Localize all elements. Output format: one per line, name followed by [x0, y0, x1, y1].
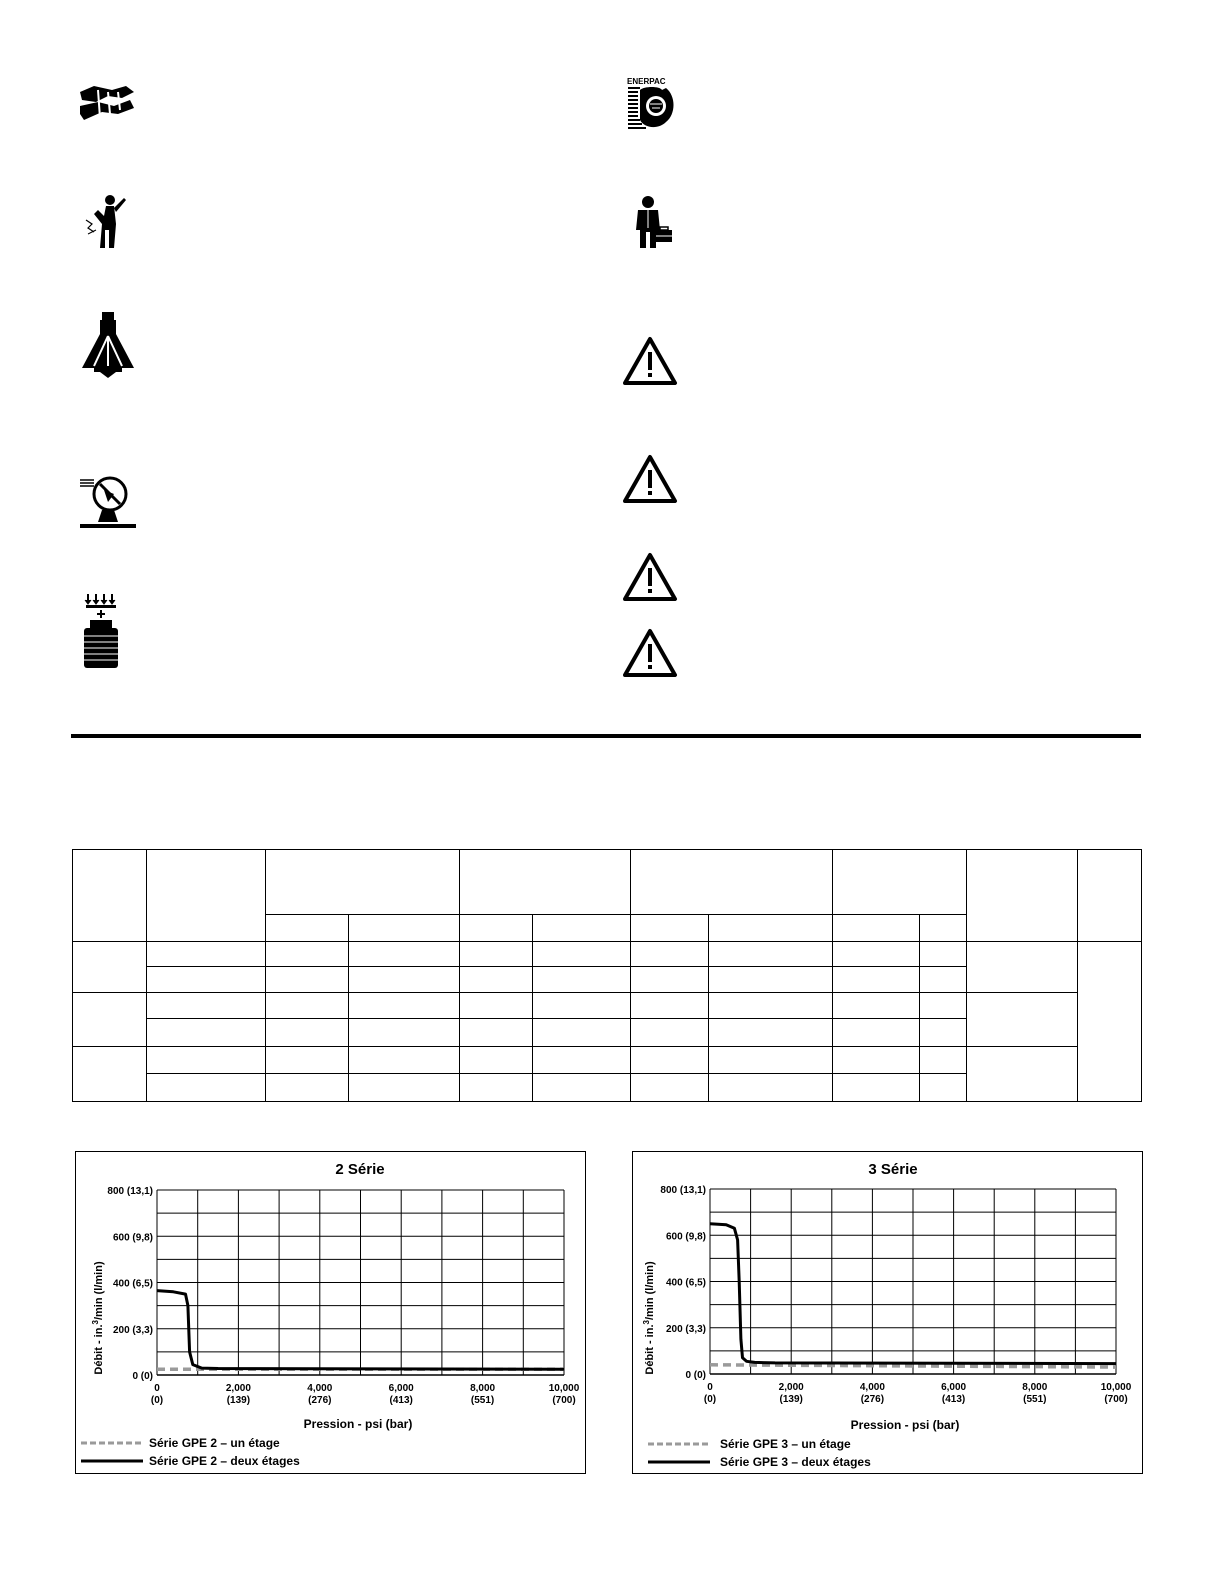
x-tick-label-bar: (413) [389, 1395, 413, 1406]
table-row [73, 942, 1142, 967]
y-tick-label: 600 (9,8) [112, 1232, 153, 1244]
table-header-cell [147, 850, 266, 942]
y-tick-label: 200 (3,3) [112, 1324, 153, 1336]
table-subheader-cell [920, 915, 967, 942]
table-header-cell [833, 850, 967, 915]
x-tick-label-bar: (413) [941, 1394, 966, 1405]
chart-grid [710, 1189, 1116, 1374]
x-axis-label: Pression - psi (bar) [850, 1418, 960, 1432]
x-tick-label: 2,000 [778, 1382, 804, 1393]
table-header-cell [460, 850, 631, 915]
table-subheader-cell [709, 915, 833, 942]
technician-icon [632, 194, 674, 250]
table-header-row [73, 850, 1142, 915]
svg-text:ENERPAC: ENERPAC [627, 77, 666, 86]
table-header-cell [967, 850, 1078, 942]
table-subheader-cell [533, 915, 631, 942]
electric-shock-hazard-icon [84, 194, 128, 250]
x-tick-label: 4,000 [859, 1382, 885, 1393]
x-tick-label-bar: (551) [1023, 1394, 1047, 1405]
x-tick-label: 4,000 [307, 1383, 333, 1394]
warning-triangle-icon [622, 336, 678, 386]
y-tick-label: 600 (9,8) [665, 1231, 706, 1243]
x-tick-label-bar: (0) [703, 1394, 717, 1405]
enerpac-service-icon [626, 76, 678, 132]
y-tick-label: 400 (6,5) [112, 1278, 153, 1290]
x-tick-label-bar: (551) [470, 1395, 495, 1406]
x-tick-label-bar: (139) [226, 1395, 251, 1406]
y-tick-label: 0 (0) [132, 1371, 153, 1382]
y-axis-label: Débit - in.$^3$/min (l/min) [642, 1261, 656, 1375]
x-tick-label: 0 [154, 1383, 160, 1394]
y-tick-label: 200 (3,3) [665, 1323, 706, 1335]
x-tick-label: 2,000 [225, 1383, 251, 1394]
chart-canvas [633, 1152, 1142, 1473]
table-header-cell [73, 850, 147, 942]
table-subheader-cell [631, 915, 709, 942]
hand-pinch-hazard-icon [78, 84, 136, 124]
load-centering-icon [80, 592, 122, 672]
x-tick-labels [704, 1382, 1132, 1405]
y-tick-label: 800 (13,1) [107, 1186, 153, 1197]
no-heat-icon [78, 474, 138, 530]
x-axis-label: Pression - psi (bar) [303, 1417, 413, 1431]
x-tick-label-bar: (700) [1104, 1394, 1128, 1405]
y-axis-label: Débit - in.$^3$/min (l/min) [91, 1261, 105, 1375]
legend-two-stage: Série GPE 3 – deux étages [720, 1455, 871, 1469]
x-tick-label: 10,000 [548, 1383, 580, 1394]
x-tick-label: 8,000 [470, 1383, 496, 1394]
specification-table [72, 849, 1142, 1102]
chart-grid [157, 1190, 564, 1375]
legend-single-stage: Série GPE 2 – un étage [149, 1436, 280, 1450]
x-tick-label-bar: (276) [308, 1395, 332, 1406]
x-tick-label: 8,000 [1022, 1382, 1048, 1393]
y-tick-label: 0 (0) [685, 1370, 706, 1381]
x-tick-label-bar: (276) [860, 1394, 885, 1405]
y-tick-labels [660, 1185, 706, 1381]
legend-single-stage: Série GPE 3 – un étage [720, 1437, 851, 1451]
y-tick-label: 400 (6,5) [665, 1277, 706, 1289]
x-tick-label: 6,000 [388, 1383, 414, 1394]
x-tick-label: 6,000 [941, 1382, 967, 1393]
table-subheader-cell [349, 915, 460, 942]
warning-triangle-icon [622, 454, 678, 504]
table-header-cell [631, 850, 833, 915]
y-tick-labels [107, 1186, 153, 1382]
chart-title: 3 Série [868, 1161, 918, 1178]
x-tick-label-bar: (139) [779, 1394, 803, 1405]
table-row [73, 992, 1142, 1018]
section-divider [71, 734, 1141, 738]
flow-chart-3-series [632, 1151, 1143, 1474]
x-tick-label-bar: (0) [150, 1395, 164, 1406]
table-header-cell [266, 850, 460, 915]
table-subheader-cell [460, 915, 533, 942]
y-tick-label: 800 (13,1) [660, 1185, 706, 1196]
chart-title: 2 Série [335, 1161, 385, 1178]
legend-two-stage: Série GPE 2 – deux étages [149, 1454, 300, 1468]
x-tick-labels [151, 1383, 580, 1406]
x-tick-label: 10,000 [1100, 1382, 1132, 1393]
table-subheader-cell [833, 915, 920, 942]
flow-chart-2-series [75, 1151, 586, 1474]
x-tick-label-bar: (700) [552, 1395, 576, 1406]
x-tick-label: 0 [707, 1382, 713, 1393]
chart-canvas [76, 1152, 585, 1473]
warning-triangle-icon [622, 628, 678, 678]
table-subheader-cell [266, 915, 349, 942]
table-row [73, 1046, 1142, 1073]
cylinder-support-icon [80, 310, 136, 378]
table-header-cell [1078, 850, 1142, 942]
warning-triangle-icon [622, 552, 678, 602]
